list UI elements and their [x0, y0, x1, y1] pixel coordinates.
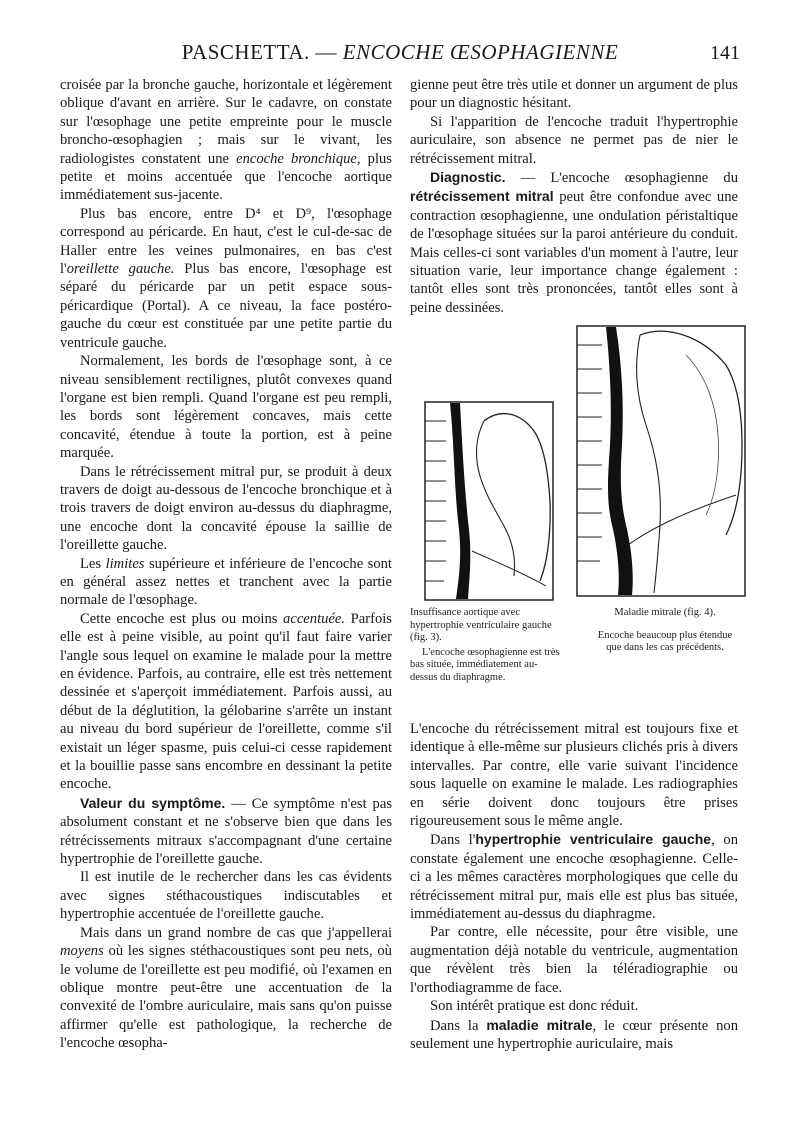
paragraph: Plus bas encore, entre D⁴ et D⁹, l'œsophage correspond au péricarde. En haut, c'est le cul-de-sac de Haller entre les veines pulmonaires, en bas c'est l'oreillette gauche. Plus bas encore, l'œsophage est séparé du péricarde par un petit espace sous-péricardique (Portal). A ce niveau, la face postéro-gauche du cœur est constituée par une petite partie du ventricule gauche.: [60, 205, 392, 351]
paragraph: Cette encoche est plus ou moins accentuée. Parfois elle est à peine visible, au point qu'il faut faire varier l'angle sous lequel on examine le malade pour la mettre en évidence. Parfois, au contraire, elle est très nettement dessinée et s'aperçoit immédiatement. Parfois aussi, au début de la déglutition, la gélobarine s'arrête un instant au niveau du bord supérieur de l'oreillette, comme s'il existait un léger spasme, puis celui-ci cesse rapidement et la bouillie passe sans encombre en dessinant la petite encoche.: [60, 610, 392, 793]
figures-block: [410, 325, 745, 720]
paragraph: Les limites supérieure et inférieure de l'encoche sont en général assez nettes et tranchent avec la partie normale de l'œsophage.: [60, 555, 392, 609]
paragraph: Son intérêt pratique est donc réduit.: [430, 998, 639, 1015]
figure-4-radiograph-drawing: [576, 325, 746, 597]
right-column-top: [410, 76, 738, 317]
figure-4-title: Maladie mitrale (fig. 4).: [614, 607, 716, 618]
paragraph: Mais dans un grand nombre de cas que j'appellerai moyens où les signes stéthacoustiques sont peu nets, où le volume de l'oreillette est peu modifié, où l'examen en oblique montre peut-être une accentuation de la convexité de l'ombre auriculaire, mais sans qu'on puisse affirmer qu'elle est pathologique, la recherche de l'encoche œsopha-: [60, 924, 392, 1052]
left-column: [60, 76, 392, 1053]
paragraph: Dans le rétrécissement mitral pur, se produit à deux travers de doigt au-dessous de l'encoche bronchique et à trois travers de doigt environ au-dessus du diaphragme, une encoche dont la concavité épouse la saillie de l'oreillette gauche.: [60, 463, 392, 554]
figure-3-description: L'encoche œsophagienne est très bas située, immédiatement au-dessus du diaphragme.: [410, 646, 560, 683]
section-heading: Diagnostic.: [430, 169, 506, 186]
header-author: PASCHETTA.: [181, 40, 310, 64]
paragraph: Dans l'hypertrophie ventriculaire gauche, on constate également une encoche œsophagienne. Celle-ci a les mêmes caractères morphologiques que celle du rétrécissement mitral pur, mais elle est plus bas située, immédiatement au-dessus du diaphragme.: [410, 831, 739, 923]
figure-3-radiograph-drawing: [424, 401, 554, 601]
figure-4-caption: [592, 607, 738, 655]
header-title: [60, 40, 740, 65]
page-number: 141: [710, 42, 740, 64]
section-heading: Valeur du symptôme.: [80, 794, 226, 811]
figure-3-caption: [410, 607, 560, 685]
figure-4-description: Encoche beaucoup plus étendue que dans les cas précédents.: [597, 629, 733, 654]
paragraph: Diagnostic. — L'encoche œsophagienne du rétrécissement mitral peut être confondue avec une contraction œsophagienne, une ondulation péristaltique de l'œsophage situées sur la paroi antérieure du conduit. Mais celles-ci sont variables d'un moment à l'autre, leur situation varie, leur importance change également : tantôt elles sont très prononcées, tantôt elles sont à peine dessinées.: [410, 169, 738, 316]
paragraph: Normalement, les bords de l'œsophage sont, à ce niveau sensiblement rectilignes, plutôt convexes quand l'organe est bien rempli. Quand l'organe est peu rempli, les bords sont légèrement concaves, mais cette concavité, étendue à toute la portion, est à peine marquée.: [60, 353, 392, 462]
header-article-title: ENCOCHE ŒSOPHAGIENNE: [342, 40, 619, 64]
paragraph: Valeur du symptôme. — Ce symptôme n'est pas absolument constant et ne s'observe bien que dans les rétrécissements mitraux s'accompagnant d'une certaine hypertrophie de l'oreillette gauche.: [60, 794, 392, 868]
paragraph: gienne peut être très utile et donner un argument de plus pour un diagnostic hésitant.: [410, 77, 738, 112]
right-column-bottom: [410, 720, 738, 1053]
paragraph: L'encoche du rétrécissement mitral est toujours fixe et identique à elle-même sur plusieurs clichés pris à divers intervalles. Par contre, elle varie suivant l'incidence sous laquelle on examine le malade. Les radiographies en série doivent donc toujours être prises rigoureusement sous le même angle.: [410, 721, 738, 830]
paragraph: Dans la maladie mitrale, le cœur présente non seulement une hypertrophie auriculaire, mais: [410, 1016, 738, 1052]
header-dash: —: [315, 40, 338, 64]
paragraph: Par contre, elle nécessite, pour être visible, une augmentation déjà notable du ventricule, augmentation que révèlent très bien la téléradiographie ou l'orthodiagramme de face.: [410, 924, 738, 996]
paragraph: Il est inutile de le rechercher dans les cas évidents avec signes stéthacoustiques indiscutables et hypertrophie accentuée de l'oreillette gauche.: [60, 869, 392, 923]
running-header: [60, 38, 740, 72]
paragraph: croisée par la bronche gauche, horizontale et légèrement oblique d'avant en arrière. Sur le cadavre, on constate sur l'œsophage une petite empreinte pour le muscle broncho-œsophagien ; mais sur le vivant, les radiologistes constatent une encoche bronchique, plus petite et moins accentuée que l'encoche aortique immédiatement sus-jacente.: [60, 77, 392, 204]
paragraph: Si l'apparition de l'encoche traduit l'hypertrophie auriculaire, son absence ne permet pas de nier le rétrécissement mitral.: [410, 113, 738, 167]
figure-3-title: Insuffisance aortique avec hypertrophie ventriculaire gauche (fig. 3).: [410, 607, 552, 644]
